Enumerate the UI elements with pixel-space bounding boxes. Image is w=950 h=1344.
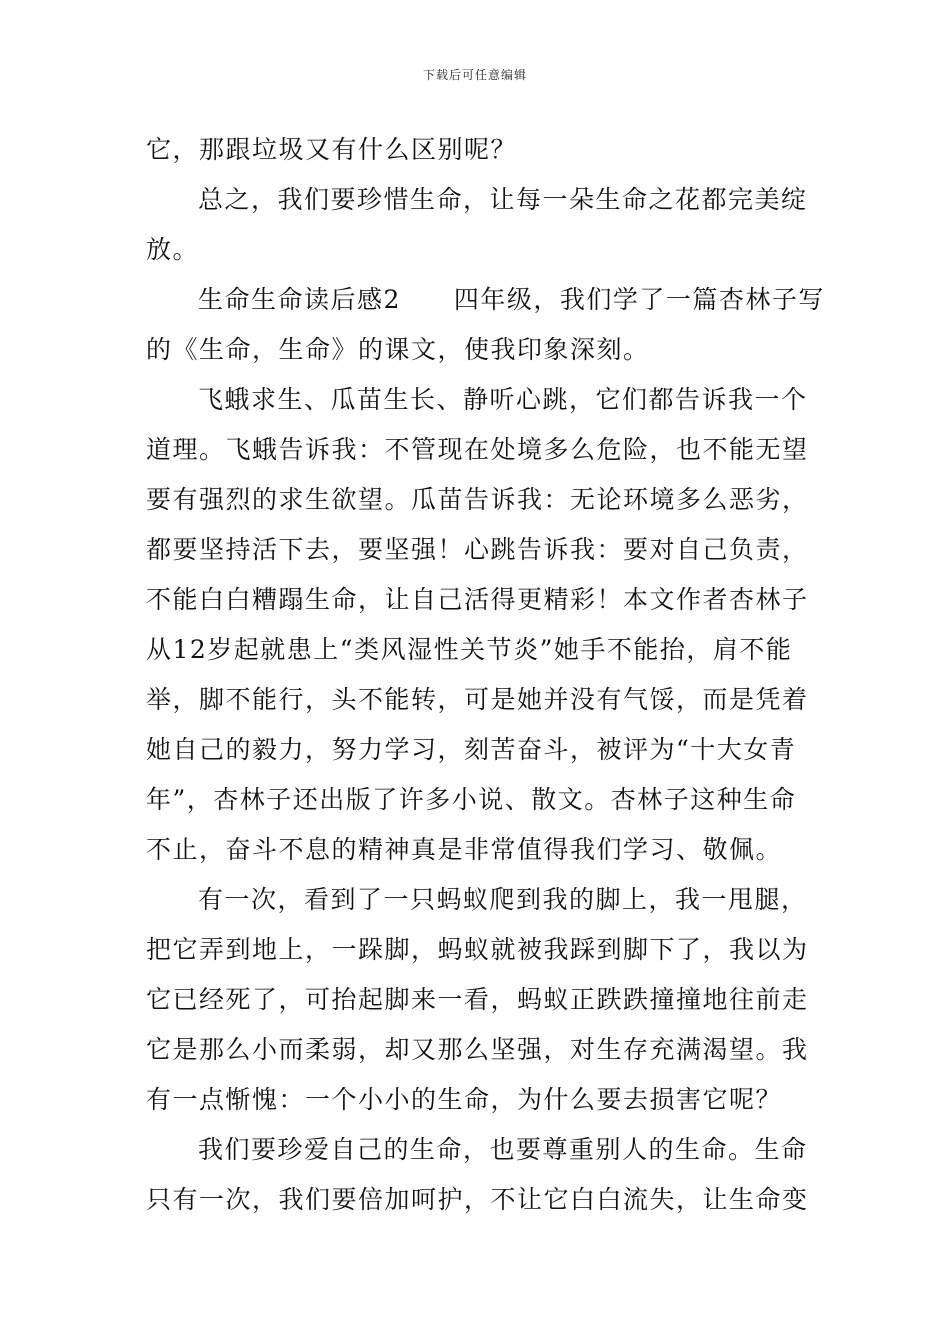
text-line: 道理。飞蛾告诉我：不管现在处境多么危险，也不能无望	[146, 435, 809, 464]
text-line: 把它弄到地上，一跺脚，蚂蚁就被我踩到脚下了，我以为	[146, 935, 809, 964]
text-line: 的《生命，生命》的课文，使我印象深刻。	[146, 335, 650, 364]
text-line: 它已经死了，可抬起脚来一看，蚂蚁正跌跌撞撞地往前走	[146, 985, 809, 1014]
text-line: 放。	[146, 235, 200, 264]
text-line: 生命生命读后感2 四年级，我们学了一篇杏林子写	[198, 285, 825, 314]
text-line: 都要坚持活下去，要坚强！心跳告诉我：要对自己负责，	[146, 535, 809, 564]
text-line: 总之，我们要珍惜生命，让每一朵生命之花都完美绽	[198, 185, 808, 214]
text-line: 不能白白糟蹋生命，让自己活得更精彩！本文作者杏林子	[146, 585, 809, 614]
text-line: 它是那么小而柔弱，却又那么坚强，对生存充满渴望。我	[146, 1035, 809, 1064]
text-line: 有一点惭愧：一个小小的生命，为什么要去损害它呢？	[146, 1085, 783, 1114]
text-line: 要有强烈的求生欲望。瓜苗告诉我：无论环境多么恶劣，	[146, 485, 809, 514]
text-line: 她自己的毅力，努力学习，刻苦奋斗，被评为“十大女青	[146, 735, 797, 764]
text-line: 举，脚不能行，头不能转，可是她并没有气馁，而是凭着	[146, 685, 809, 714]
text-line: 有一次，看到了一只蚂蚁爬到我的脚上，我一甩腿，	[198, 885, 808, 914]
text-line: 从12岁起就患上“类风湿性关节炎”她手不能抬，肩不能	[146, 635, 793, 664]
document-body	[146, 125, 825, 1225]
text-line: 不止，奋斗不息的精神真是非常值得我们学习、敬佩。	[146, 835, 783, 864]
text-line: 年”，杏林子还出版了许多小说、散文。杏林子这种生命	[146, 785, 797, 814]
text-line: 飞蛾求生、瓜苗生长、静听心跳，它们都告诉我一个	[198, 385, 808, 414]
page-header: 下载后可任意编辑	[422, 68, 527, 82]
text-line: 它，那跟垃圾又有什么区别呢？	[146, 135, 518, 164]
text-line: 只有一次，我们要倍加呵护，不让它白白流失，让生命变	[146, 1185, 809, 1214]
text-line: 我们要珍爱自己的生命，也要尊重别人的生命。生命	[198, 1135, 808, 1164]
